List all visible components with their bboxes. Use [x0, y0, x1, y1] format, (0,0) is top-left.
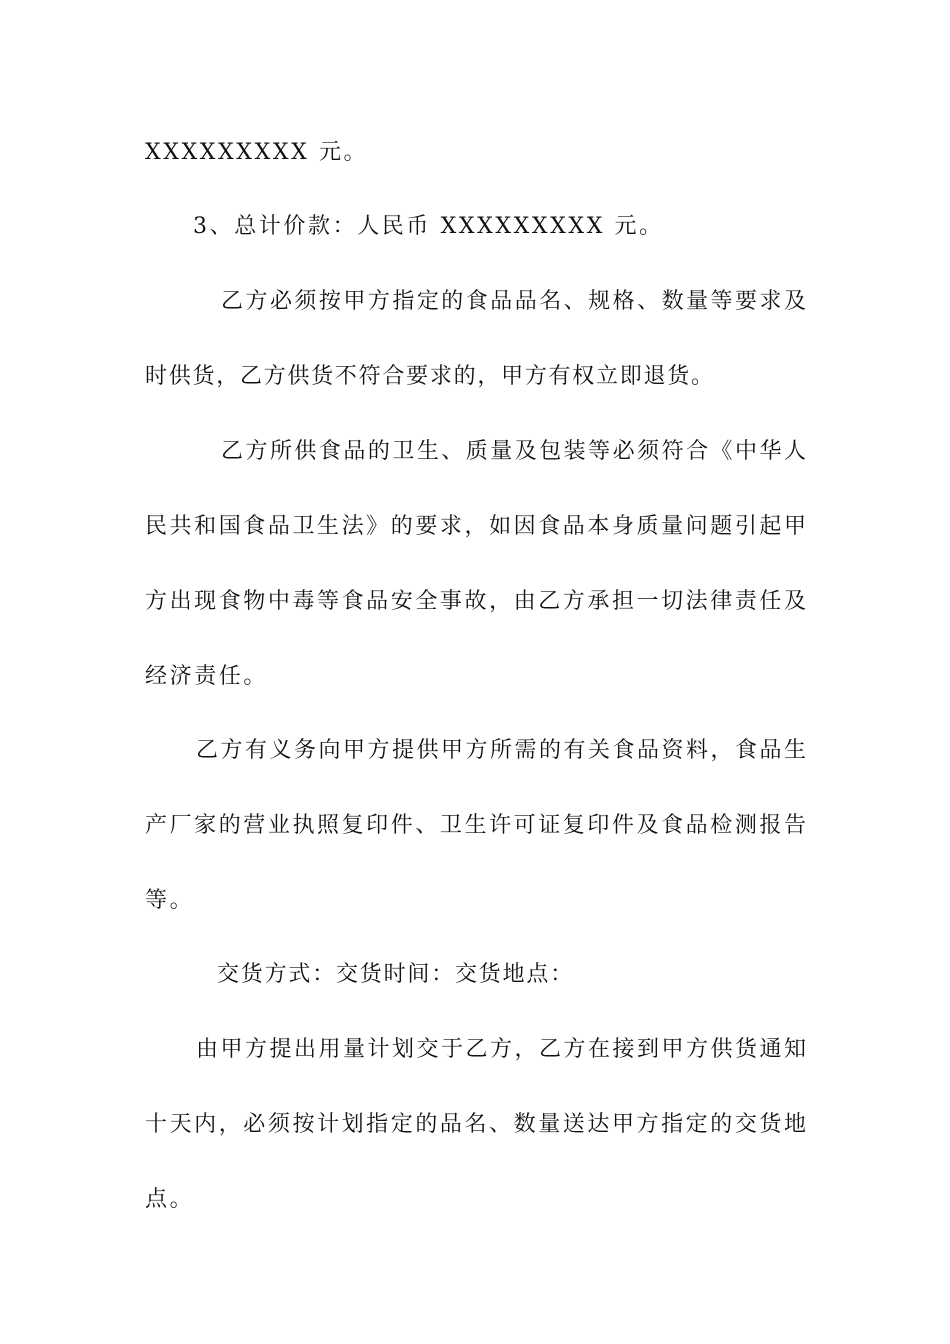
- text-line: 经济责任。: [145, 664, 269, 689]
- text-line: 时供货，乙方供货不符合要求的，甲方有权立即退货。: [145, 364, 713, 389]
- text-line: 3、总计价款：人民币 XXXXXXXXX 元。: [193, 214, 664, 239]
- text-line: 由甲方提出用量计划交于乙方，乙方在接到甲方供货通知: [196, 1037, 806, 1062]
- text-line: 十天内，必须按计划指定的品名、数量送达甲方指定的交货地: [145, 1112, 806, 1137]
- text-line: 乙方有义务向甲方提供甲方所需的有关食品资料，食品生: [196, 738, 806, 763]
- text-line: 民共和国食品卫生法》的要求，如因食品本身质量问题引起甲: [145, 514, 806, 539]
- text-line: 乙方必须按甲方指定的食品品名、规格、数量等要求及: [221, 289, 806, 314]
- text-line: 交货方式：交货时间：交货地点：: [217, 962, 575, 987]
- text-line: 点。: [145, 1187, 195, 1212]
- text-line: XXXXXXXXX 元。: [145, 140, 369, 165]
- text-line: 产厂家的营业执照复印件、卫生许可证复印件及食品检测报告: [145, 813, 806, 838]
- text-line: 方出现食物中毒等食品安全事故，由乙方承担一切法律责任及: [145, 589, 806, 614]
- text-line: 等。: [145, 888, 195, 913]
- text-line: 乙方所供食品的卫生、质量及包装等必须符合《中华人: [221, 439, 806, 464]
